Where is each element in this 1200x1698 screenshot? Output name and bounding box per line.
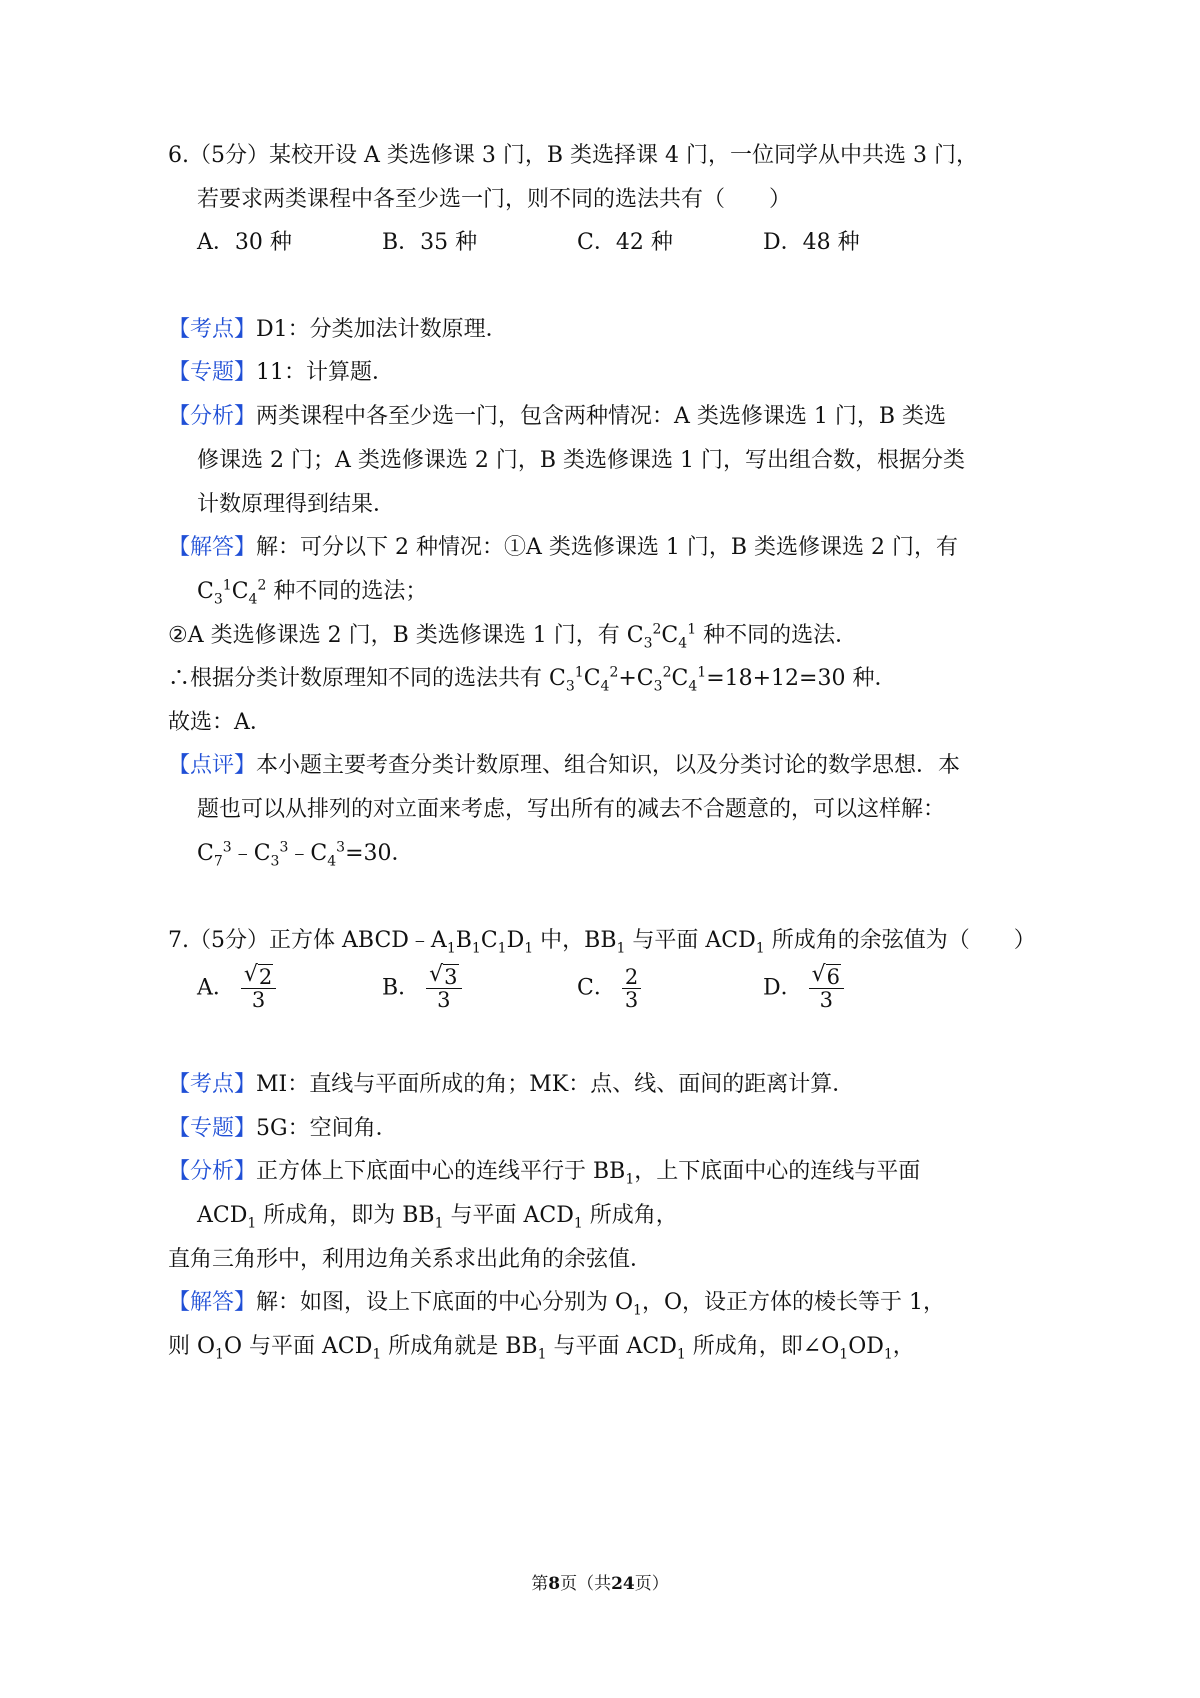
fraction: [622, 966, 641, 1011]
q7-option-c: [577, 966, 641, 1011]
footer-pre: 第: [531, 1574, 549, 1594]
fraction-denominator: 3: [437, 988, 451, 1012]
jieda-text-3b: 种不同的选法．: [696, 623, 858, 648]
dianping-text-1: 本小题主要考查分类计数原理、组合知识，以及分类讨论的数学思想．本: [256, 753, 961, 778]
jieda-text-2: 种不同的选法；: [266, 579, 428, 604]
combination-sum: $C_3^1C_4^2+C_3^2C_4^1$: [549, 664, 707, 695]
jieda-text-4b: =18+12=30 种．: [706, 666, 897, 691]
zhuanti-text: 11：计算题．: [256, 360, 395, 385]
footer-mid: 页（共: [560, 1574, 612, 1594]
fraction-denominator: 3: [251, 988, 266, 1012]
q7-zhuanti: [168, 1114, 398, 1144]
q6-option-b: B．35 种: [382, 230, 478, 255]
kaodian-tag: 【考点】: [168, 317, 257, 342]
q7-option-b: [382, 962, 462, 1012]
fraction-numerator: 3: [444, 965, 458, 989]
kaodian-text: MI：直线与平面所成的角；MK：点、线、面间的距离计算．: [256, 1072, 855, 1097]
q6-option-a: A．30 种: [197, 230, 292, 255]
q7-option-d-letter: D．: [763, 975, 803, 1001]
zhuanti-tag: 【专题】: [168, 360, 257, 385]
dianping-text-3: =30．: [345, 841, 414, 866]
jieda-text-3: ②A 类选修课选 2 门，B 类选修课选 1 门，有: [168, 623, 627, 648]
fraction-numerator: 2: [258, 965, 273, 989]
fraction-numerator: 2: [622, 966, 641, 989]
q7-stem-prefix: 7.（5分）正方体 ABCD﹣A: [168, 928, 447, 953]
zhuanti-text: 5G：空间角．: [256, 1116, 398, 1141]
fenxi-tag: 【分析】: [168, 404, 257, 429]
q7-option-b-letter: B．: [382, 975, 421, 1001]
q6-option-d: D．48 种: [763, 230, 860, 255]
q6-dianping-line1: [168, 751, 960, 781]
combination-diff: $C_7^3﹣C_3^3﹣C_4^3$: [197, 839, 346, 870]
page-footer: [0, 1569, 1200, 1594]
q6-jieda-line1: [168, 533, 958, 563]
q6-stem-line1: 6.（5分）某校开设 A 类选修课 3 门，B 类选择课 4 门，一位同学从中共选 3 门，: [168, 143, 978, 168]
zhuanti-tag: 【专题】: [168, 1116, 257, 1141]
q7-jieda-line2: 则 $O_1O$ 与平面 $ACD_1$ 所成角就是 $BB_1$ 与平面 $ACD_1$ 所成角，即$\angle O_1OD_1$，: [168, 1334, 915, 1363]
q6-zhuanti: [168, 358, 394, 388]
q6-kaodian: [168, 315, 508, 345]
q7-fenxi-line3: 直角三角形中，利用边角关系求出此角的余弦值．: [168, 1247, 653, 1272]
q7-option-d: [763, 962, 844, 1012]
jieda-tag: 【解答】: [168, 1290, 257, 1315]
q6-option-c: C．42 种: [577, 230, 673, 255]
q6-fenxi-line3: 计数原理得到结果．: [197, 492, 396, 517]
q7-option-a: [197, 962, 276, 1012]
q6-jieda-line3: [168, 621, 857, 651]
q7-fenxi-line2: $ACD_1$ 所成角，即为 $BB_1$ 与平面 $ACD_1$ 所成角，: [197, 1203, 678, 1232]
kaodian-tag: 【考点】: [168, 1072, 257, 1097]
q6-fenxi-line1: [168, 402, 946, 432]
q7-jieda-line1: 【解答】解：如图，设上下底面的中心分别为 $O_1$，O，设正方体的棱长等于 1，: [168, 1290, 945, 1319]
q7-option-c-letter: C．: [577, 975, 616, 1001]
q6-jieda-line2: [197, 577, 427, 607]
fraction-numerator: 6: [826, 965, 841, 989]
q6-answer: 故选：A．: [168, 710, 272, 735]
q7-fenxi-line1: 【分析】正方体上下底面中心的连线平行于 $BB_1$，上下底面中心的连线与平面: [168, 1159, 921, 1188]
page-number: 8: [548, 1574, 561, 1594]
fraction: √ 2 3: [241, 966, 276, 1011]
q6-jieda-line4: [168, 664, 896, 694]
q7-kaodian: [168, 1070, 854, 1100]
jieda-text-1: 解：可分以下 2 种情况：①A 类选修课选 1 门，B 类选修课选 2 门，有: [256, 535, 959, 560]
dianping-tag: 【点评】: [168, 753, 257, 778]
page-total: 24: [611, 1574, 635, 1594]
q6-dianping-line2: 题也可以从排列的对立面来考虑，写出所有的减去不合题意的，可以这样解：: [197, 797, 946, 822]
q6-stem-line2: 若要求两类课程中各至少选一门，则不同的选法共有（ ）: [197, 187, 792, 212]
fraction: √ 3 3: [426, 966, 461, 1011]
q6-fenxi-line2: 修课选 2 门；A 类选修课选 2 门，B 类选修课选 1 门，写出组合数，根据分类: [197, 448, 965, 473]
kaodian-text: D1：分类加法计数原理．: [256, 317, 508, 342]
footer-post: 页）: [634, 1574, 669, 1594]
fraction-denominator: 3: [819, 988, 834, 1012]
fenxi-text-1: 两类课程中各至少选一门，包含两种情况：A 类选修课选 1 门，B 类选: [256, 404, 947, 429]
q7-stem: 7.（5分）正方体 $ABCD﹣A_1B_1C_1D_1$ 中，$BB_1$ 与平面 $ACD_1$ 所成角的余弦值为（ ）: [168, 928, 1036, 957]
fraction-denominator: 3: [624, 988, 639, 1012]
q7-stem-suffix: 所成角的余弦值为（ ）: [771, 928, 1036, 953]
jieda-tag: 【解答】: [168, 535, 257, 560]
jieda-text-4: ∴根据分类计数原理知不同的选法共有: [168, 666, 549, 691]
q7-option-a-letter: A．: [197, 975, 235, 1001]
combination-c32c41: $C_3^2C_4^1$: [626, 621, 697, 652]
q6-dianping-line3: [197, 839, 414, 869]
fraction: √ 6 3: [809, 966, 844, 1011]
combination-c31c42: $C_3^1C_4^2$: [197, 577, 267, 608]
fenxi-tag: 【分析】: [168, 1159, 257, 1184]
